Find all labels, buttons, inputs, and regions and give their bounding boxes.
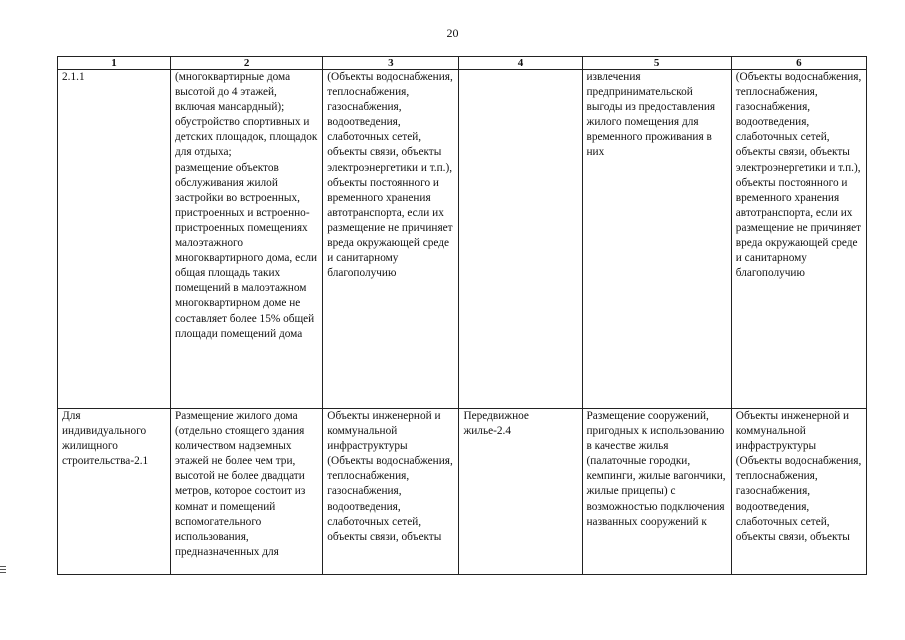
table-cell: (Объекты водоснабжения, теплоснабжения, газоснабжения, водоотведения, слаботочных сетей, объекты связи, объекты электроэнергетики и т.п.), объекты постоянного и временного хранения автотранспорта, если их размещение не причиняет вреда окружающей среде и санитарному благополучию — [323, 70, 459, 409]
table-cell: Для индивидуального жилищного строительства-2.1 — [58, 409, 171, 575]
table-header-row — [58, 57, 867, 70]
column-header-1: 1 — [58, 57, 171, 70]
table-row — [58, 70, 867, 409]
table-cell: извлечения предпринимательской выгоды из предоставления жилого помещения для временного проживания в них — [582, 70, 731, 409]
table-cell: Размещение сооружений, пригодных к использованию в качестве жилья (палаточные городки, кемпинги, жилые вагончики, жилые прицепы) с возможностью подключения названных сооружений к — [582, 409, 731, 575]
scan-edge-mark — [0, 566, 6, 575]
column-header-6: 6 — [731, 57, 866, 70]
page-number: 20 — [446, 26, 459, 40]
table-cell: Передвижное жилье-2.4 — [459, 409, 582, 575]
table-cell: (многоквартирные дома высотой до 4 этажей, включая мансардный); обустройство спортивных и детских площадок, площадок для отдыха; размещение объектов обслуживания жилой застройки во встроенных, пристроенных и встроенно-пристроенных помещениях малоэтажного многоквартирного дома, если общая площадь таких помещений в малоэтажном многоквартирном доме не составляет более 15% общей площади помещений дома — [170, 70, 322, 409]
table-cell: Объекты инженерной и коммунальной инфраструктуры (Объекты водоснабжения, теплоснабжения, газоснабжения, водоотведения, слаботочных сетей, объекты связи, объекты — [323, 409, 459, 575]
table-cell: 2.1.1 — [58, 70, 171, 409]
column-header-3: 3 — [323, 57, 459, 70]
table-cell — [459, 70, 582, 409]
table-row — [58, 409, 867, 575]
table-cell: (Объекты водоснабжения, теплоснабжения, газоснабжения, водоотведения, слаботочных сетей, объекты связи, объекты электроэнергетики и т.п.), объекты постоянного и временного хранения автотранспорта, если их размещение не причиняет вреда окружающей среде и санитарному благополучию — [731, 70, 866, 409]
table-cell: Объекты инженерной и коммунальной инфраструктуры (Объекты водоснабжения, теплоснабжения, газоснабжения, водоотведения, слаботочных сетей, объекты связи, объекты — [731, 409, 866, 575]
column-header-2: 2 — [170, 57, 322, 70]
column-header-5: 5 — [582, 57, 731, 70]
land-use-table — [57, 56, 867, 575]
column-header-4: 4 — [459, 57, 582, 70]
table-cell: Размещение жилого дома (отдельно стоящего здания количеством надземных этажей не более чем три, высотой не более двадцати метров, которое состоит из комнат и помещений вспомогательного использования, предназначенных для — [170, 409, 322, 575]
